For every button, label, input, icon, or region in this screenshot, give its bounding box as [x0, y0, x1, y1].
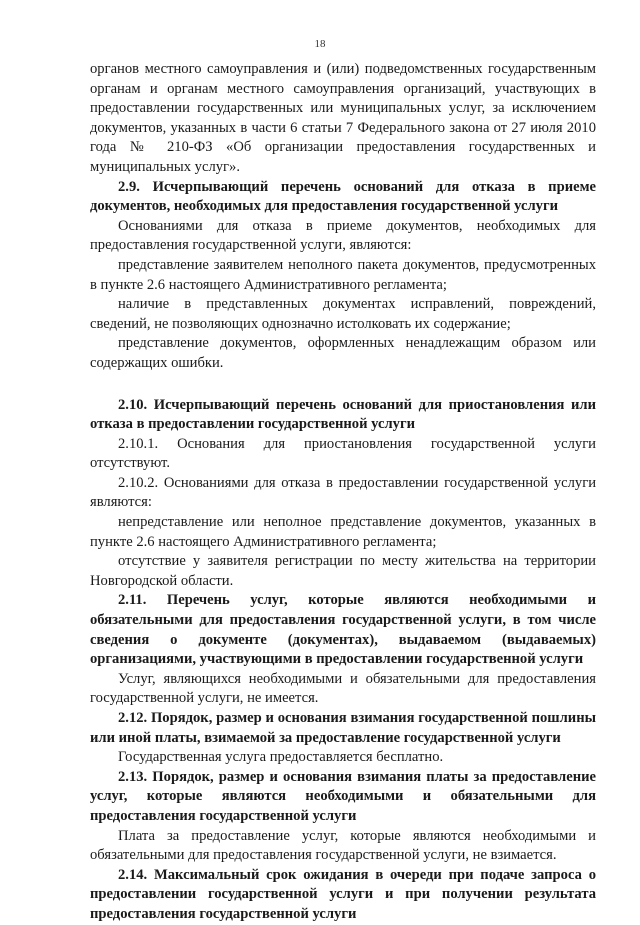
section-heading-2-13: 2.13. Порядок, размер и основания взимания платы за предоставление услуг, которые являются необходимыми и обязательными для предоставления государственной услуги [90, 768, 596, 824]
paragraph-2-10-2: 2.10.2. Основаниями для отказа в предоставлении государственной услуги являются: [90, 474, 596, 511]
paragraph-corrections: наличие в представленных документах исправлений, повреждений, сведений, не позволяющих однозначно истолковать их содержание; [90, 296, 596, 332]
section-heading-2-14: 2.14. Максимальный срок ожидания в очереди при подаче запроса о предоставлении государственной услуги и при получении результата предоставления государственной услуги [90, 866, 596, 922]
section-heading-2-12: 2.12. Порядок, размер и основания взимания государственной пошлины или иной платы, взимаемой за предоставление государственной услуги [90, 710, 596, 746]
paragraph-nonsubmission: непредставление или неполное представление документов, указанных в пункте 2.6 настоящего Административного регламента; [90, 514, 596, 550]
paragraph-free-of-charge: Государственная услуга предоставляется бесплатно. [118, 749, 444, 766]
paragraph-grounds-intro: Основаниями для отказа в приеме документов, необходимых для предоставления государственной услуги, являются: [90, 217, 596, 254]
page-number: 18 [314, 38, 326, 50]
section-heading-2-10: 2.10. Исчерпывающий перечень оснований для приостановления или отказа в предоставлении государственной услуги [90, 396, 596, 433]
section-heading-2-11: 2.11. Перечень услуг, которые являются необходимыми и обязательными для предоставления государственной услуги, в том числе сведения о документе (документах), выдаваемом (выдаваемых) организациями, участвующими в предоставлении государственной услуги [90, 592, 596, 668]
paragraph-incomplete-package: представление заявителем неполного пакета документов, предусмотренных в пункте 2.6 настоящего Административного регламента; [90, 256, 596, 293]
paragraph-improper-documents: представление документов, оформленных ненадлежащим образом или содержащих ошибки. [90, 335, 596, 371]
paragraph-2-10-1: 2.10.1. Основания для приостановления государственной услуги отсутствуют. [90, 435, 596, 472]
paragraph-no-services: Услуг, являющихся необходимыми и обязательными для предоставления государственной услуги, не имеется. [90, 670, 596, 707]
paragraph-no-registration: отсутствие у заявителя регистрации по месту жительства на территории Новгородской области. [90, 553, 596, 589]
document-body [90, 60, 596, 925]
section-spacer [90, 374, 596, 396]
paragraph-no-fee: Плата за предоставление услуг, которые являются необходимыми и обязательными для предоставления государственной услуги, не взимается. [90, 827, 596, 864]
section-heading-2-9: 2.9. Исчерпывающий перечень оснований для отказа в приеме документов, необходимых для предоставления государственной услуги [90, 178, 596, 215]
paragraph-continuation: органов местного самоуправления и (или) подведомственных государственным органам и органам местного самоуправления организаций, участвующих в предоставлении государственных или муниципальных услуг, за исключением документов, указанных в части 6 статьи 7 Федерального закона от 27 июля 2010 года № 210-ФЗ «Об организации предоставления государственных и муниципальных услуг». [90, 61, 596, 175]
